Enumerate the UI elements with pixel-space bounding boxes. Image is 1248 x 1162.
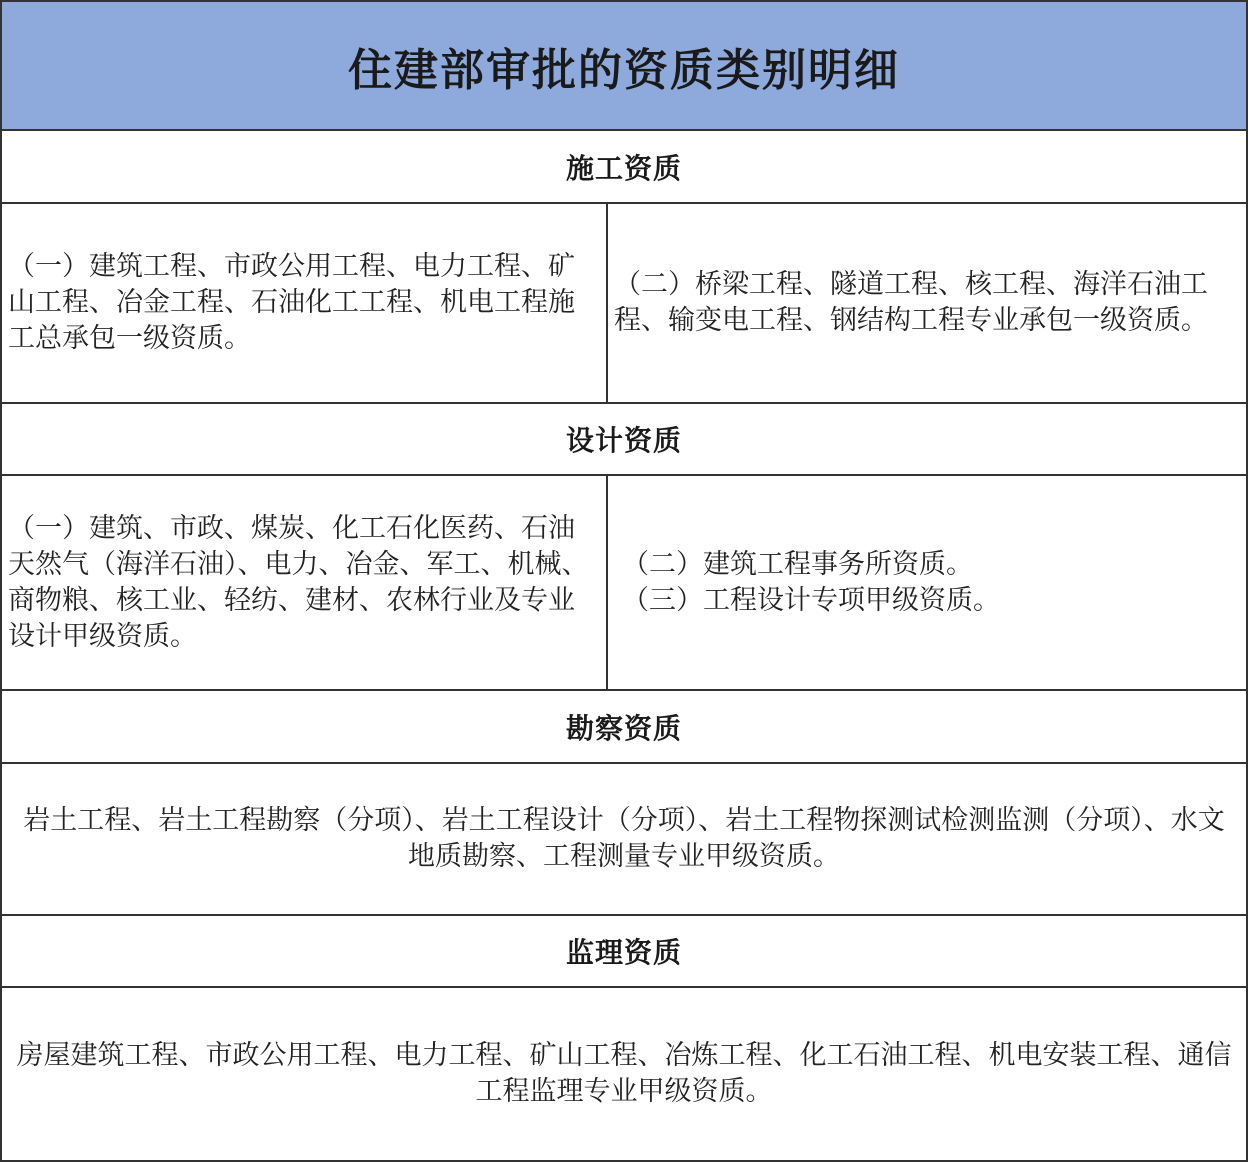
survey-text: 岩土工程、岩土工程勘察（分项）、岩土工程设计（分项）、岩土工程物探测试检测监测（分项）、水文地质勘察、工程测量专业甲级资质。 (23, 805, 1225, 872)
design-heading-row (2, 404, 1246, 476)
supervision-row (2, 988, 1246, 1160)
table-title: 住建部审批的资质类别明细 (348, 44, 900, 96)
design-left-text: （一）建筑、市政、煤炭、化工石化医药、石油天然气（海洋石油）、电力、冶金、军工、机械、商物粮、核工业、轻纺、建材、农林行业及专业设计甲级资质。 (8, 512, 589, 652)
design-heading: 设计资质 (565, 424, 682, 457)
supervision-heading-row (2, 916, 1246, 988)
survey-row (2, 764, 1246, 916)
construction-heading: 施工资质 (565, 151, 682, 185)
supervision-heading: 监理资质 (565, 936, 682, 969)
construction-row (2, 204, 1246, 404)
supervision-text: 房屋建筑工程、市政公用工程、电力工程、矿山工程、冶炼工程、化工石油工程、机电安装工程、通信工程监理专业甲级资质。 (16, 1040, 1232, 1107)
design-row (2, 476, 1246, 691)
design-right-line-1: （二）建筑工程事务所资质。 (622, 548, 973, 580)
construction-left-text: （一）建筑工程、市政公用工程、电力工程、矿山工程、冶金工程、石油化工工程、机电工程施工总承包一级资质。 (8, 251, 575, 354)
survey-heading: 勘察资质 (565, 711, 682, 745)
construction-left-cell (2, 204, 608, 402)
construction-right-text: （二）桥梁工程、隧道工程、核工程、海洋石油工程、输变电工程、钢结构工程专业承包一级资质。 (614, 269, 1208, 336)
table-title-row (2, 2, 1246, 131)
design-right-line-2: （三）工程设计专项甲级资质。 (622, 584, 1000, 616)
design-right-cell (608, 476, 1246, 689)
construction-right-cell (608, 204, 1246, 402)
design-left-cell (2, 476, 608, 689)
construction-heading-row (2, 131, 1246, 204)
survey-heading-row (2, 691, 1246, 764)
